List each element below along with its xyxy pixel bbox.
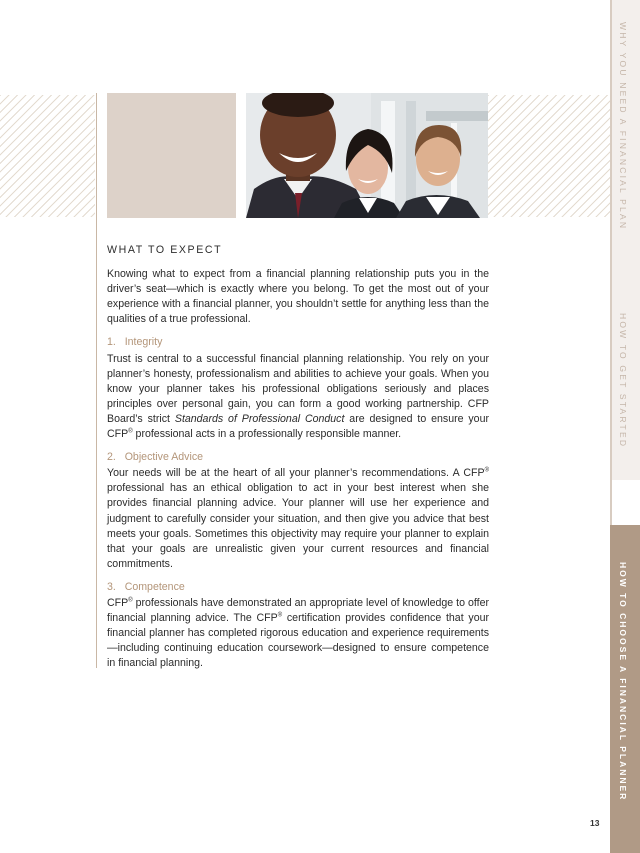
- subheading-objective-advice: [107, 450, 489, 465]
- text-segment: Your needs will be at the heart of all your planner’s recommendations. A CFP: [107, 467, 485, 480]
- standards-title: Standards of Professional Conduct: [174, 412, 345, 425]
- content-vertical-rule: [96, 93, 97, 668]
- text-segment: are designed to ensure your CFP: [107, 412, 489, 441]
- objective-advice-paragraph: [107, 466, 489, 572]
- item-title: Objective Advice: [124, 451, 204, 464]
- text-segment: CFP: [107, 596, 129, 609]
- tab-why-you-need-a-financial-plan[interactable]: WHY YOU NEED A FINANCIAL PLAN: [618, 22, 628, 231]
- item-title: Competence: [124, 580, 185, 593]
- text-segment: professionals have demonstrated an appropriate level of knowledge to offer financial planning advice. The CFP: [107, 596, 489, 625]
- section-sidebar: [610, 0, 640, 853]
- main-content: [107, 243, 489, 671]
- decorative-pattern-left: [0, 95, 95, 217]
- intro-paragraph: Knowing what to expect from a financial planning relationship puts you in the driver’s seat—which is exactly where you belong. To get the most out of your experience with a financial planner, you shouldn’t settle for anything less than the qualities of a true professional.: [107, 268, 489, 326]
- professionals-photo: [246, 93, 488, 218]
- item-number: 2.: [107, 451, 116, 464]
- subheading-integrity: [107, 335, 489, 350]
- tab-how-to-get-started[interactable]: HOW TO GET STARTED: [618, 313, 628, 449]
- text-segment: certification provides confidence that your financial planner has completed rigorous education and experience requirements—including continuing education coursework—designed to ensure competence in financial planning.: [107, 612, 489, 670]
- integrity-paragraph: [107, 352, 489, 443]
- registered-mark: ®: [128, 597, 133, 604]
- item-number: 1.: [107, 336, 116, 349]
- item-title: Integrity: [124, 336, 163, 349]
- tab-how-to-choose-a-financial-planner[interactable]: HOW TO CHOOSE A FINANCIAL PLANNER: [618, 562, 628, 802]
- item-number: 3.: [107, 580, 116, 593]
- page-number: 13: [590, 818, 600, 828]
- text-segment: Trust is central to a successful financial planning relationship. You rely on your planner’s honesty, professionalism and abilities to achieve your goals. When you know your planner takes his professional obligations seriously and places principles over personal gain, you can form a good working partnership. CFP Board’s strict: [107, 352, 489, 425]
- subheading-competence: [107, 580, 489, 595]
- beige-color-block: [107, 93, 236, 218]
- decorative-pattern-right: [488, 95, 610, 217]
- text-segment: professional acts in a professionally responsible manner.: [132, 428, 402, 441]
- registered-mark: ®: [277, 612, 283, 619]
- registered-mark: ®: [128, 428, 133, 435]
- competence-paragraph: [107, 596, 489, 671]
- text-segment: professional has an ethical obligation to act in your best interest when she provides financial planning advice. Your planner will use her experience and judgment to carefully consider your situation, and then give you advice that best meets your goals. Sometimes this objectivity may require your planner to explain that your goals are unrealistic given your current resources and financial commitments.: [107, 482, 489, 570]
- section-heading: WHAT TO EXPECT: [107, 244, 223, 256]
- registered-mark: ®: [484, 467, 489, 474]
